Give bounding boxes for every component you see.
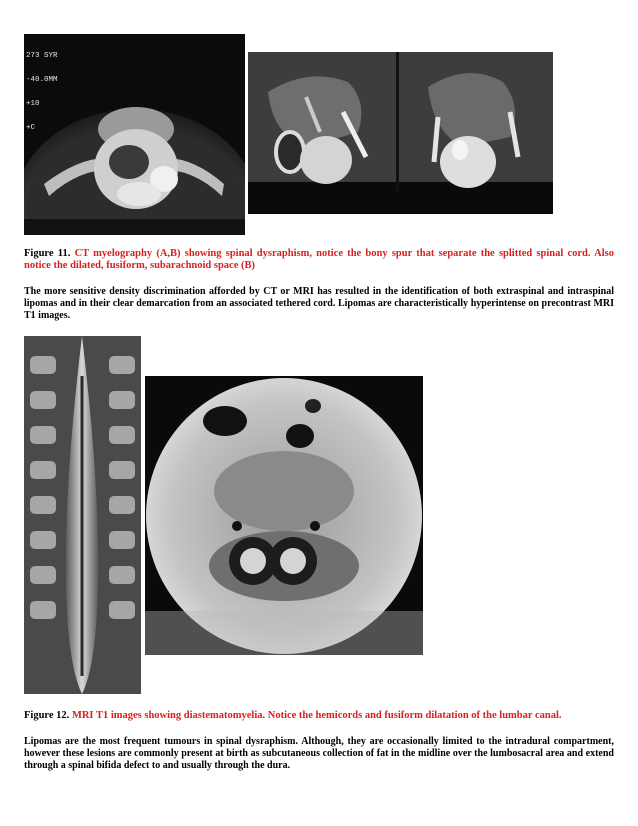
mri-axial-image	[145, 376, 423, 655]
figure-12-label: Figure 12.	[24, 710, 70, 721]
paragraph-1: The more sensitive density discrimination afforded by CT or MRI has resulted in the identification of both extraspinal and intraspinal lipomas and in their clear demarcation from an associated tethered cord. Lipomas are characteristically hyperintense on precontrast MRI T1 images.	[24, 286, 614, 322]
mri-coronal-image	[24, 336, 141, 694]
figure-12-caption	[24, 710, 614, 722]
figure-11-label: Figure 11.	[24, 248, 71, 259]
figure-12-caption-text: MRI T1 images showing diastematomyelia. Notice the hemicords and fusiform dilatation of the lumbar canal.	[71, 710, 562, 721]
ct-myelography-image-b	[248, 52, 553, 214]
figure-11-caption	[24, 248, 614, 272]
ct-myelography-image-a	[24, 34, 245, 235]
paragraph-2: Lipomas are the most frequent tumours in spinal dysraphism. Although, they are occasionally limited to the intradural compartment, however these lesions are commonly present at birth as subcutaneous collection of fat in the midline over the lumbosacral area and extend through a spinal bifida defect to and usually through the dura.	[24, 736, 614, 772]
figure-11-caption-text: CT myelography (A,B) showing spinal dysraphism, notice the bony spur that separate the splitted spinal cord. Also notice the dilated, fusiform, subarachnoid space (B)	[24, 248, 615, 271]
ct-overlay-text: 273 SYR -40.0MM +10 +C	[26, 52, 58, 132]
